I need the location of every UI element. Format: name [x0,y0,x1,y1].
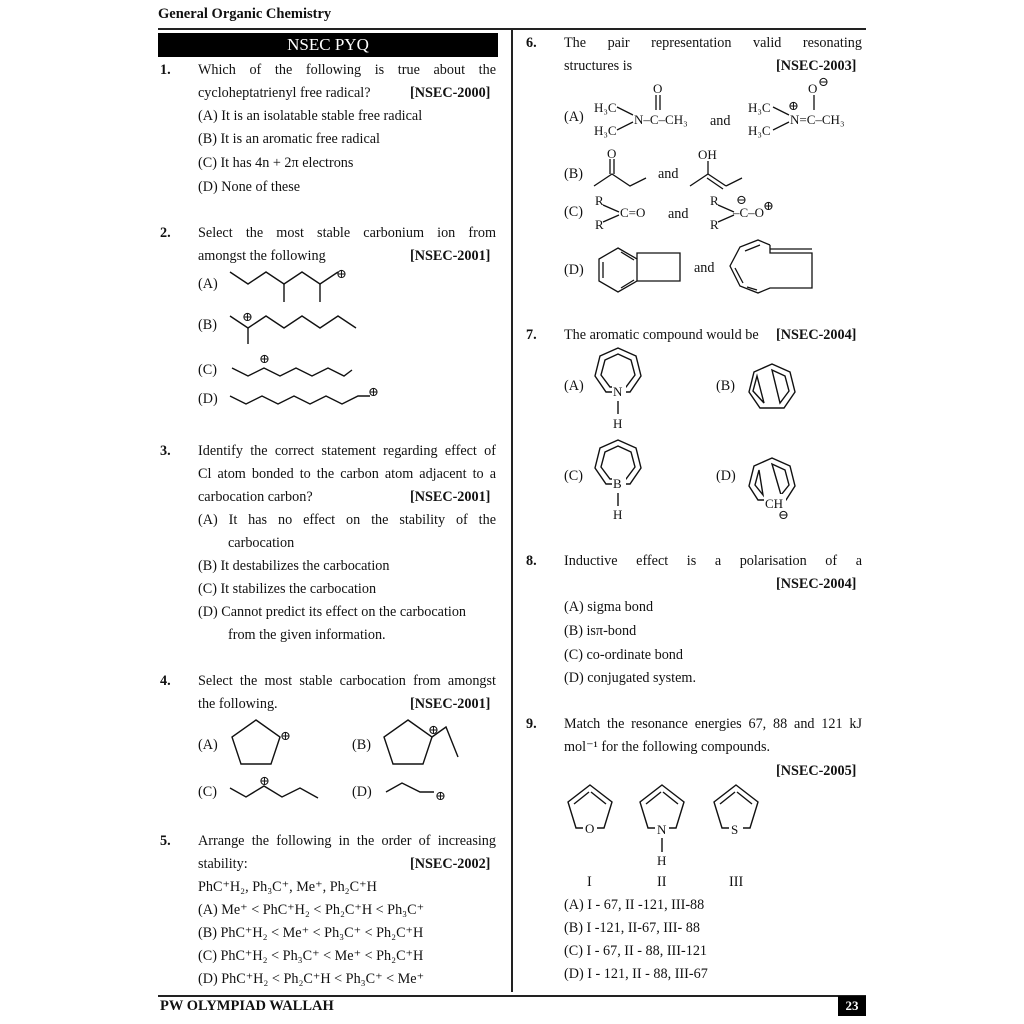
q6a-left-o: O [653,81,663,96]
q7c-b: B [613,476,622,491]
q5-option-d: (D) PhC⁺H₂ < Ph₂C⁺H < Ph₃C⁺ < Me⁺ [198,971,425,987]
q5-option-b: (B) PhC⁺H₂ < Me⁺ < Ph₃C⁺ < Ph₂C⁺H [198,925,424,941]
q6a-right-chain: N=C–CH₃ [790,112,845,127]
q8-option-b: (B) isπ-bond [564,623,637,639]
q6a-right-o: O [808,81,818,96]
q6c-right-plus: ⊕ [763,198,774,213]
q9-text-line2: mol⁻¹ for the following compounds. [564,739,771,755]
q6c-and: and [668,206,689,222]
q2c-plus: ⊕ [259,351,270,366]
q4a-plus: ⊕ [280,728,291,743]
q9-pyrrole-h: H [657,853,667,868]
q2d-plus: ⊕ [368,384,379,399]
q7-source: [NSEC-2004] [776,327,857,343]
q6-label-a: (A) [564,109,584,125]
q6-label-d: (D) [564,262,584,278]
q5-text-line2: stability: [198,856,248,872]
q6a-right-plus: ⊕ [788,98,799,113]
q1-source: [NSEC-2000] [410,85,491,101]
q7-number: 7. [526,327,537,343]
q4b-plus: ⊕ [428,722,439,737]
q2-number: 2. [160,225,171,241]
q6-text-line1: The pair representation valid resonating [564,35,862,51]
q3-option-d-line2: from the given information. [228,627,386,643]
q6-number: 6. [526,35,537,51]
q1-option-b: (B) It is an aromatic free radical [198,131,380,147]
q9-thiophene-s: S [731,822,739,837]
q5-text-line1: Arrange the following in the order of increasing [198,833,496,849]
q7-label-a: (A) [564,378,584,394]
q2-label-b: (B) [198,317,217,333]
q3-option-a-line1: (A) It has no effect on the stability of the [198,512,496,528]
q9-option-a: (A) I - 67, II -121, III-88 [564,897,705,913]
q6a-left-h3c-top: H₃C [594,100,617,115]
q7-text: The aromatic compound would be [564,327,759,343]
q6a-right-h3c-top: H₃C [748,100,771,115]
q4-source: [NSEC-2001] [410,696,491,712]
q5-species-list: PhC⁺H₂, Ph₃C⁺, Me⁺, Ph₂C⁺H [198,879,377,895]
q4-label-d: (D) [352,784,372,800]
page-header-title: General Organic Chemistry [158,6,332,22]
q6a-left-chain: N–C–CH₃ [634,112,688,127]
section-banner: NSEC PYQ [158,33,498,57]
q6b-o: O [607,146,617,161]
q4-label-a: (A) [198,737,218,753]
q5-source: [NSEC-2002] [410,856,491,872]
q4c-plus: ⊕ [259,773,270,788]
q7d-minus: ⊖ [778,507,789,522]
q6a-and: and [710,113,731,129]
q6a-left-h3c-bottom: H₃C [594,123,617,138]
q7c-h: H [613,507,623,522]
q8-text: Inductive effect is a polarisation of a [564,553,862,569]
q9-text-line1: Match the resonance energies 67, 88 and 121 kJ [564,716,862,732]
footer-rule [158,995,866,997]
q6-source: [NSEC-2003] [776,58,857,74]
q8-number: 8. [526,553,537,569]
q6d-and: and [694,260,715,276]
q2a-plus: ⊕ [336,266,347,281]
q4-label-c: (C) [198,784,217,800]
q1-number: 1. [160,62,171,78]
q2-label-d: (D) [198,391,218,407]
q9-option-b: (B) I -121, II-67, III- 88 [564,920,700,936]
q5-option-a: (A) Me⁺ < PhC⁺H₂ < Ph₂C⁺H < Ph₃C⁺ [198,902,425,918]
q7d-ch: CH [765,496,784,511]
q7-label-b: (B) [716,378,735,394]
q2-text-line2: amongst the following [198,248,326,264]
q6c-right-co: –C–O [733,205,765,220]
q3-text-line2: Cl atom bonded to the carbon atom adjacent to a [198,466,496,482]
q2-source: [NSEC-2001] [410,248,491,264]
q6-text-line2: structures is [564,58,633,74]
q3-option-c: (C) It stabilizes the carbocation [198,581,377,597]
q3-option-a-line2: carbocation [228,535,295,551]
q1-option-c: (C) It has 4n + 2π electrons [198,155,354,171]
q9-number: 9. [526,716,537,732]
q6-label-c: (C) [564,204,583,220]
q3-number: 3. [160,443,171,459]
q2-text-line1: Select the most stable carbonium ion from [198,225,496,241]
q3-option-d-line1: (D) Cannot predict its effect on the carbocation [198,604,467,620]
q7-label-d: (D) [716,468,736,484]
q6c-left-r-top: R [595,193,604,208]
q9-source: [NSEC-2005] [776,763,857,779]
q6b-and: and [658,166,679,182]
q7a-n: N [613,384,623,399]
q4-text-line1: Select the most stable carbocation from amongst [198,673,496,689]
q1-text-line1: Which of the following is true about the [198,62,496,78]
q6c-right-minus: ⊖ [736,192,747,207]
q4-text-line2: the following. [198,696,278,712]
q8-option-d: (D) conjugated system. [564,670,696,686]
q2-label-a: (A) [198,276,218,292]
q6a-right-h3c-bottom: H₃C [748,123,771,138]
q9-pyrrole-n: N [657,822,667,837]
q8-option-c: (C) co-ordinate bond [564,647,683,663]
q5-option-c: (C) PhC⁺H₂ < Ph₃C⁺ < Me⁺ < Ph₂C⁺H [198,948,424,964]
q6c-right-r-bottom: R [710,217,719,232]
q6-label-b: (B) [564,166,583,182]
q3-text-line3: carbocation carbon? [198,489,313,505]
q1-option-d: (D) None of these [198,179,301,195]
q1-text-line2: cycloheptatrienyl free radical? [198,85,371,101]
q6c-right-r-top: R [710,193,719,208]
page-number: 23 [838,996,866,1016]
q4-number: 4. [160,673,171,689]
q6c-left-r-bottom: R [595,217,604,232]
q3-option-b: (B) It destabilizes the carbocation [198,558,390,574]
q9-label-ii: II [657,874,667,890]
q5-number: 5. [160,833,171,849]
q9-option-c: (C) I - 67, II - 88, III-121 [564,943,708,959]
q1-option-a: (A) It is an isolatable stable free radical [198,108,423,124]
q4-label-b: (B) [352,737,371,753]
q3-source: [NSEC-2001] [410,489,491,505]
q9-label-iii: III [729,874,744,890]
q2-label-c: (C) [198,362,217,378]
q6a-right-minus: ⊖ [818,74,829,89]
q3-text-line1: Identify the correct statement regarding effect of [198,443,496,459]
q2b-plus: ⊕ [242,309,253,324]
q9-option-d: (D) I - 121, II - 88, III-67 [564,966,708,982]
q7-label-c: (C) [564,468,583,484]
q7a-h: H [613,416,623,431]
q8-option-a: (A) sigma bond [564,599,654,615]
q4d-plus: ⊕ [435,788,446,803]
q8-source: [NSEC-2004] [776,576,857,592]
q9-furan-o: O [585,821,595,836]
q6c-left-co: C=O [620,205,646,220]
footer-brand: PW OLYMPIAD WALLAH [160,998,334,1014]
q9-label-i: I [587,874,592,890]
q6b-oh: OH [698,147,717,162]
